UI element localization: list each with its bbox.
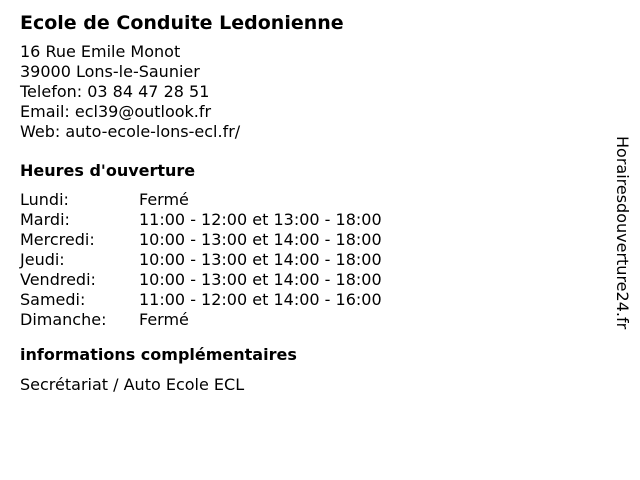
business-name: Ecole de Conduite Ledonienne	[20, 12, 344, 34]
hours-row-saturday	[20, 290, 590, 310]
day-label: Mardi:	[20, 210, 70, 229]
day-label: Mercredi:	[20, 230, 95, 249]
site-watermark: Horairesdouverture24.fr	[613, 136, 632, 330]
info-heading: informations complémentaires	[20, 345, 297, 364]
hours-row-monday	[20, 190, 590, 210]
day-label: Jeudi:	[20, 250, 65, 269]
web-line: Web: auto-ecole-lons-ecl.fr/	[20, 122, 241, 141]
day-label: Samedi:	[20, 290, 86, 309]
day-hours: 10:00 - 13:00 et 14:00 - 18:00	[139, 250, 382, 269]
day-hours: Fermé	[139, 190, 189, 209]
day-label: Vendredi:	[20, 270, 96, 289]
address-line-1: 16 Rue Emile Monot	[20, 42, 181, 61]
hours-table	[20, 190, 590, 330]
business-card	[20, 10, 590, 395]
hours-row-sunday	[20, 310, 590, 330]
day-label: Lundi:	[20, 190, 69, 209]
hours-row-tuesday	[20, 210, 590, 230]
day-hours: Fermé	[139, 310, 189, 329]
hours-row-friday	[20, 270, 590, 290]
hours-row-thursday	[20, 250, 590, 270]
day-hours: 10:00 - 13:00 et 14:00 - 18:00	[139, 230, 382, 249]
hours-row-wednesday	[20, 230, 590, 250]
email-line: Email: ecl39@outlook.fr	[20, 102, 212, 121]
info-text: Secrétariat / Auto Ecole ECL	[20, 375, 245, 394]
day-label: Dimanche:	[20, 310, 107, 329]
day-hours: 11:00 - 12:00 et 13:00 - 18:00	[139, 210, 382, 229]
day-hours: 11:00 - 12:00 et 14:00 - 16:00	[139, 290, 382, 309]
day-hours: 10:00 - 13:00 et 14:00 - 18:00	[139, 270, 382, 289]
address-line-2: 39000 Lons-le-Saunier	[20, 62, 200, 81]
phone-line: Telefon: 03 84 47 28 51	[20, 82, 210, 101]
hours-heading: Heures d'ouverture	[20, 161, 196, 180]
